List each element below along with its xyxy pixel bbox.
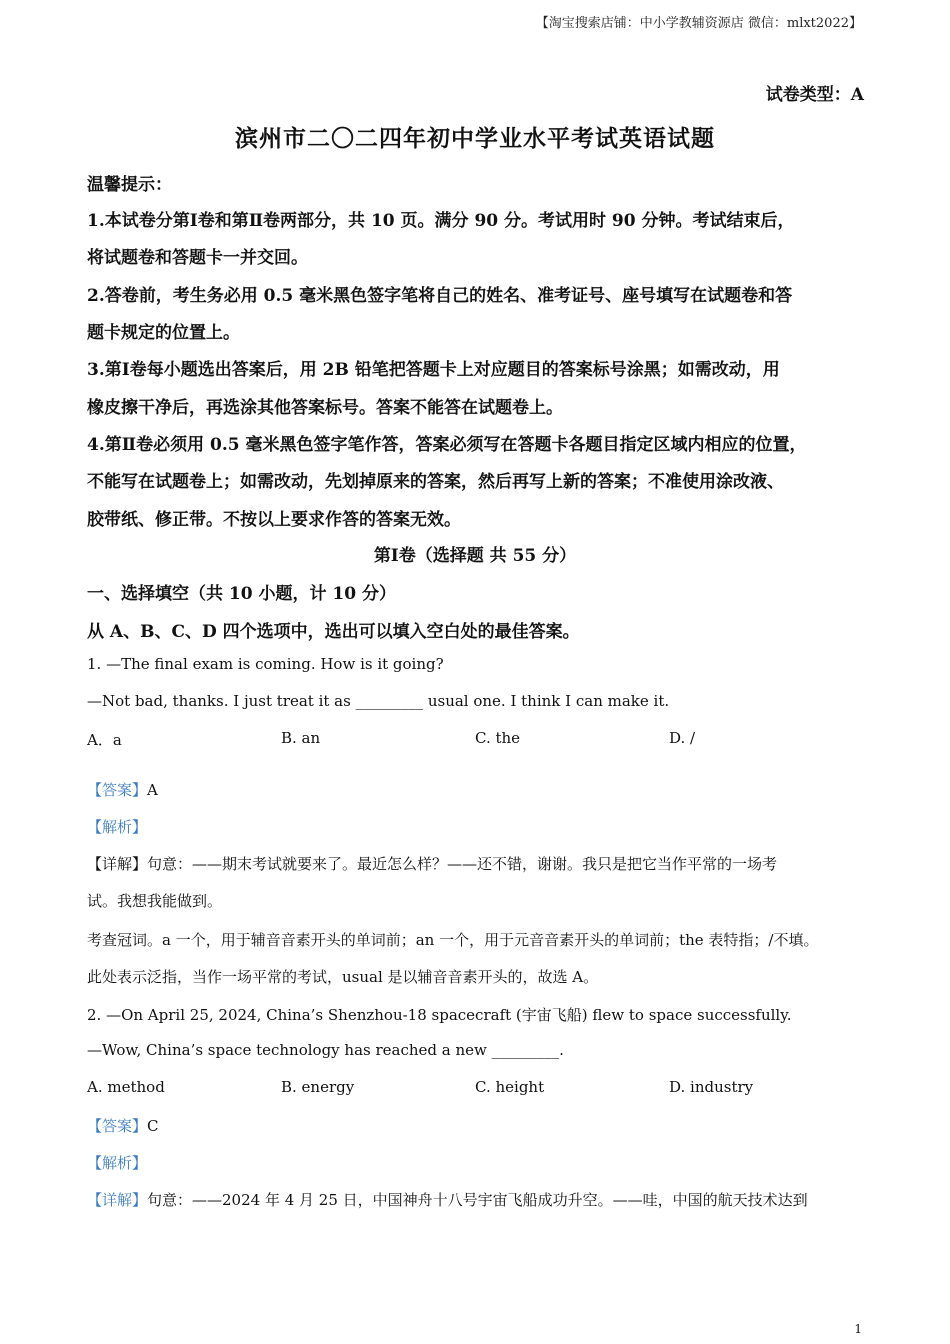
tips-line: 橡皮擦干净后，再选涂其他答案标号。答案不能答在试题卷上。 bbox=[87, 398, 563, 418]
question-stem: —Not bad, thanks. I just treat it as _________ usual one. I think I can make it. bbox=[87, 692, 670, 710]
question-stem: 2. —On April 25, 2024, China’s Shenzhou-18 spacecraft (宇宙飞船) flew to space successfully. bbox=[87, 1006, 792, 1024]
section-instruction: 从 A、B、C、D 四个选项中，选出可以填入空白处的最佳答案。 bbox=[87, 622, 580, 642]
question-stem: —Wow, China’s space technology has reached a new _________. bbox=[87, 1041, 564, 1059]
answer-value: C bbox=[147, 1117, 159, 1135]
exam-type-label: 试卷类型：A bbox=[765, 85, 864, 105]
tips-line: 2.答卷前，考生务必用 0.5 毫米黑色签字笔将自己的姓名、准考证号、座号填写在试题卷和答 bbox=[87, 286, 793, 306]
analysis-tag: 【解析】 bbox=[87, 1154, 148, 1172]
option-b: B. an bbox=[281, 729, 321, 747]
section-heading: 一、选择填空（共 10 小题，计 10 分） bbox=[87, 584, 396, 604]
detail-tag: 【详解】 bbox=[87, 855, 148, 873]
part-title: 第Ⅰ卷（选择题 共 55 分） bbox=[373, 546, 577, 566]
option-d: D. industry bbox=[669, 1078, 754, 1096]
detail-line bbox=[87, 1189, 808, 1210]
detail-text: 句意：——期末考试就要来了。最近怎么样？——还不错，谢谢。我只是把它当作平常的一场考 bbox=[147, 855, 778, 873]
detail-line bbox=[87, 853, 777, 874]
option-d: D. / bbox=[669, 729, 696, 747]
detail-text: 此处表示泛指，当作一场平常的考试，usual 是以辅音音素开头的，故选 A。 bbox=[87, 968, 599, 986]
detail-text: 试。我想我能做到。 bbox=[87, 892, 223, 910]
tips-line: 胶带纸、修正带。不按以上要求作答的答案无效。 bbox=[87, 510, 461, 530]
analysis-tag: 【解析】 bbox=[87, 818, 148, 836]
tips-line: 不能写在试题卷上；如需改动，先划掉原来的答案，然后再写上新的答案；不准使用涂改液、 bbox=[87, 472, 784, 492]
tips-line: 1.本试卷分第Ⅰ卷和第Ⅱ卷两部分，共 10 页。满分 90 分。考试用时 90 分钟。考试结束后， bbox=[87, 211, 795, 231]
detail-tag: 【详解】 bbox=[87, 1191, 148, 1209]
option-a: A. method bbox=[87, 1078, 165, 1096]
detail-text: 句意：——2024 年 4 月 25 日，中国神舟十八号宇宙飞船成功升空。——哇，中国的航天技术达到 bbox=[147, 1191, 808, 1209]
shop-note: 【淘宝搜索店铺：中小学教辅资源店 微信：mlxt2022】 bbox=[535, 16, 862, 31]
answer-value: A bbox=[147, 781, 158, 799]
tips-line: 3.第Ⅰ卷每小题选出答案后，用 2B 铅笔把答题卡上对应题目的答案标号涂黑；如需改动，用 bbox=[87, 360, 780, 380]
answer-line bbox=[87, 1115, 159, 1136]
option-b: B. energy bbox=[281, 1078, 355, 1096]
option-c: C. the bbox=[475, 729, 521, 747]
detail-text: 考查冠词。a 一个，用于辅音音素开头的单词前；an 一个，用于元音音素开头的单词前；the 表特指；/不填。 bbox=[87, 931, 819, 949]
option-a: A．a bbox=[87, 731, 122, 749]
page-number: 1 bbox=[854, 1322, 862, 1336]
tips-heading: 温馨提示： bbox=[87, 175, 172, 195]
option-c: C. height bbox=[475, 1078, 545, 1096]
tips-line: 题卡规定的位置上。 bbox=[87, 323, 240, 343]
answer-line bbox=[87, 779, 158, 800]
tips-line: 4.第Ⅱ卷必须用 0.5 毫米黑色签字笔作答，答案必须写在答题卡各题目指定区域内相应的位置， bbox=[87, 435, 807, 455]
answer-tag: 【答案】 bbox=[87, 781, 148, 799]
exam-title: 滨州市二〇二四年初中学业水平考试英语试题 bbox=[235, 125, 715, 152]
answer-tag: 【答案】 bbox=[87, 1117, 148, 1135]
question-stem: 1. —The final exam is coming. How is it going? bbox=[87, 655, 444, 673]
tips-line: 将试题卷和答题卡一并交回。 bbox=[87, 248, 308, 268]
